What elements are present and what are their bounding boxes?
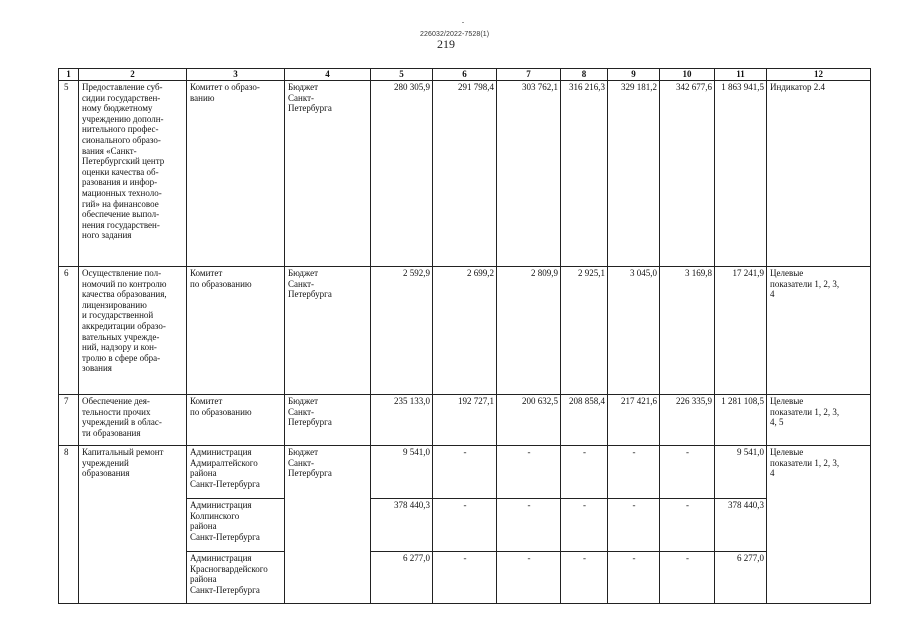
page-number: 219 xyxy=(437,37,455,51)
value-cell: - xyxy=(433,552,497,604)
value-cell: - xyxy=(608,446,660,499)
value-cell: 2 592,9 xyxy=(371,267,433,395)
source-cell: Бюджет Санкт- Петербурга xyxy=(285,267,371,395)
table-row xyxy=(59,81,871,267)
indicator-cell: Целевые показатели 1, 2, 3, 4, 5 xyxy=(767,395,871,446)
indicator-cell: Целевые показатели 1, 2, 3, 4 xyxy=(767,267,871,395)
value-cell: - xyxy=(561,446,608,499)
value-cell: 2 809,9 xyxy=(497,267,561,395)
value-cell: 235 133,0 xyxy=(371,395,433,446)
executor-cell: Администрация Адмиралтейского района Санкт-Петербурга xyxy=(187,446,285,499)
value-cell: 329 181,2 xyxy=(608,81,660,267)
value-cell: 6 277,0 xyxy=(371,552,433,604)
value-cell: 9 541,0 xyxy=(371,446,433,499)
value-cell: - xyxy=(561,499,608,552)
value-cell: 208 858,4 xyxy=(561,395,608,446)
row-number: 8 xyxy=(59,446,79,604)
value-cell: - xyxy=(497,552,561,604)
total-cell: 378 440,3 xyxy=(715,499,767,552)
value-cell: 280 305,9 xyxy=(371,81,433,267)
column-header: 9 xyxy=(608,69,660,81)
activity-cell: Предоставление суб- сидии государствен- ному бюджетному учреждению дополн- нительного профес- сионального образо- вания «Санкт- Петербургский центр оценки качества об- разования и инфор- мационных техноло- гий» на финансовое обеспечение выпол- нения государствен- ного задания xyxy=(79,81,187,267)
column-header: 6 xyxy=(433,69,497,81)
total-cell: 1 863 941,5 xyxy=(715,81,767,267)
row-number: 5 xyxy=(59,81,79,267)
value-cell: 378 440,3 xyxy=(371,499,433,552)
value-cell: 217 421,6 xyxy=(608,395,660,446)
value-cell: - xyxy=(561,552,608,604)
value-cell: - xyxy=(497,446,561,499)
row-number: 6 xyxy=(59,267,79,395)
value-cell: - xyxy=(608,552,660,604)
column-header: 7 xyxy=(497,69,561,81)
column-header: 1 xyxy=(59,69,79,81)
value-cell: 226 335,9 xyxy=(660,395,715,446)
value-cell: 291 798,4 xyxy=(433,81,497,267)
value-cell: - xyxy=(497,499,561,552)
column-header: 2 xyxy=(79,69,187,81)
value-cell: - xyxy=(608,499,660,552)
value-cell: - xyxy=(433,446,497,499)
value-cell: 200 632,5 xyxy=(497,395,561,446)
indicator-cell: Целевые показатели 1, 2, 3, 4 xyxy=(767,446,871,604)
executor-cell: Администрация Красногвардейского района Санкт-Петербурга xyxy=(187,552,285,604)
row-number: 7 xyxy=(59,395,79,446)
column-header: 3 xyxy=(187,69,285,81)
source-cell: Бюджет Санкт- Петербурга xyxy=(285,446,371,604)
source-cell: Бюджет Санкт- Петербурга xyxy=(285,395,371,446)
table-row xyxy=(59,395,871,446)
value-cell: 3 169,8 xyxy=(660,267,715,395)
executor-cell: Комитет по образованию xyxy=(187,267,285,395)
value-cell: 303 762,1 xyxy=(497,81,561,267)
total-cell: 6 277,0 xyxy=(715,552,767,604)
column-header: 10 xyxy=(660,69,715,81)
column-header: 4 xyxy=(285,69,371,81)
budget-table xyxy=(58,68,871,604)
document-id: 226032/2022-7528(1) xyxy=(420,31,490,38)
activity-cell: Осуществление пол- номочий по контролю качества образования, лицензированию и государственной аккредитации образо- вательных учрежде- ний, надзору и кон- тролю в сфере обра- зования xyxy=(79,267,187,395)
total-cell: 17 241,9 xyxy=(715,267,767,395)
table-row xyxy=(59,267,871,395)
value-cell: 342 677,6 xyxy=(660,81,715,267)
value-cell: - xyxy=(660,499,715,552)
table-row xyxy=(59,446,871,499)
scan-speck xyxy=(462,22,464,23)
column-header: 5 xyxy=(371,69,433,81)
header-row xyxy=(59,69,871,81)
value-cell: 2 925,1 xyxy=(561,267,608,395)
value-cell: - xyxy=(660,552,715,604)
column-header: 11 xyxy=(715,69,767,81)
executor-cell: Комитет по образованию xyxy=(187,395,285,446)
value-cell: - xyxy=(660,446,715,499)
column-header: 8 xyxy=(561,69,608,81)
indicator-cell: Индикатор 2.4 xyxy=(767,81,871,267)
value-cell: 3 045,0 xyxy=(608,267,660,395)
total-cell: 1 281 108,5 xyxy=(715,395,767,446)
value-cell: 192 727,1 xyxy=(433,395,497,446)
value-cell: 2 699,2 xyxy=(433,267,497,395)
source-cell: Бюджет Санкт- Петербурга xyxy=(285,81,371,267)
column-header: 12 xyxy=(767,69,871,81)
executor-cell: Администрация Колпинского района Санкт-Петербурга xyxy=(187,499,285,552)
activity-cell: Обеспечение дея- тельности прочих учреждений в облас- ти образования xyxy=(79,395,187,446)
activity-cell: Капитальный ремонт учреждений образования xyxy=(79,446,187,604)
value-cell: - xyxy=(433,499,497,552)
value-cell: 316 216,3 xyxy=(561,81,608,267)
executor-cell: Комитет о образо- ванию xyxy=(187,81,285,267)
total-cell: 9 541,0 xyxy=(715,446,767,499)
